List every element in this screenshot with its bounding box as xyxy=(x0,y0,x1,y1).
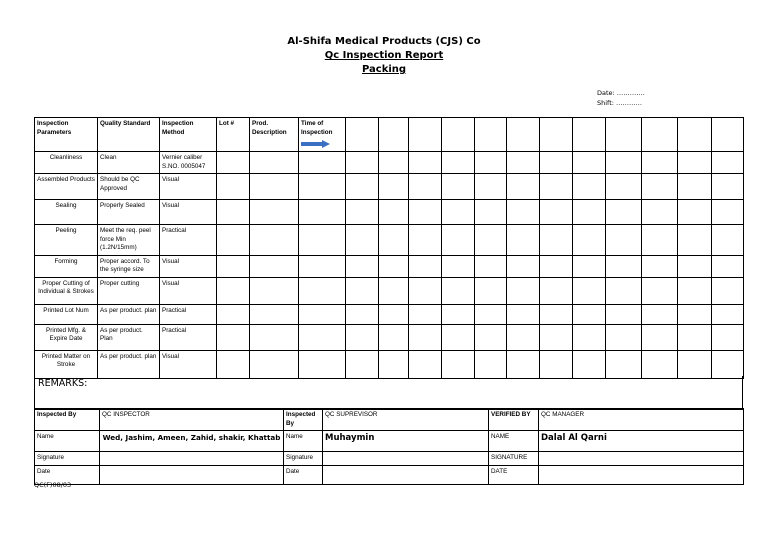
table-row xyxy=(35,174,744,200)
signature-field[interactable] xyxy=(539,452,744,466)
entry-cell[interactable] xyxy=(299,324,346,350)
date-label: Date xyxy=(284,465,323,484)
verified-by-label: VERIFIED BY xyxy=(489,409,539,431)
entry-cell[interactable] xyxy=(299,152,346,174)
shift-field[interactable]: Shift: ………… xyxy=(597,99,643,107)
table-header-row xyxy=(35,118,744,152)
inspector-names: Wed, Jashim, Ameen, Zahid, shakir, Khattab xyxy=(102,433,281,442)
company-name: Al-Shifa Medical Products (CJS) Co xyxy=(287,36,481,47)
inspector-names-field[interactable] xyxy=(100,431,284,452)
manager-name-field[interactable] xyxy=(539,431,744,452)
standard-cell: As per product. plan xyxy=(98,304,160,324)
entry-cell[interactable] xyxy=(217,304,250,324)
name-label: Name xyxy=(284,431,323,452)
col-header: Inspection Parameters xyxy=(35,118,98,152)
entry-cell[interactable] xyxy=(299,174,346,200)
name-label: NAME xyxy=(489,431,539,452)
entry-cell[interactable] xyxy=(250,350,299,378)
entry-cell[interactable] xyxy=(217,324,250,350)
param-cell: Printed Matter on Stroke xyxy=(35,350,98,378)
param-cell: Peeling xyxy=(35,225,98,256)
entry-cell[interactable] xyxy=(250,255,299,277)
signoff-role-row xyxy=(35,409,744,431)
table-row xyxy=(35,200,744,225)
method-cell: Visual xyxy=(160,200,217,225)
name-label: Name xyxy=(35,431,100,452)
qc-supervisor-role: QC SUPREVISOR xyxy=(323,409,489,431)
entry-cell[interactable] xyxy=(250,324,299,350)
standard-cell: Clean xyxy=(98,152,160,174)
param-cell: Proper Cutting of Individual & Strokes xyxy=(35,277,98,304)
report-title: Qc Inspection Report xyxy=(324,50,444,61)
method-cell: Practical xyxy=(160,324,217,350)
signoff-name-row xyxy=(35,431,744,452)
table-row xyxy=(35,304,744,324)
entry-cell[interactable] xyxy=(299,225,346,256)
entry-cell[interactable] xyxy=(250,277,299,304)
inspected-by-label: Inspected By xyxy=(35,409,100,431)
entry-cell[interactable] xyxy=(217,255,250,277)
date-field[interactable] xyxy=(323,465,489,484)
method-cell: Visual xyxy=(160,255,217,277)
standard-cell: Proper accord. To the syringe size xyxy=(98,255,160,277)
entry-cell[interactable] xyxy=(299,255,346,277)
section-title: Packing xyxy=(361,64,407,75)
supervisor-name: Muhaymin xyxy=(325,433,375,443)
method-cell: Practical xyxy=(160,225,217,256)
method-cell: Practical xyxy=(160,304,217,324)
entry-cell[interactable] xyxy=(217,200,250,225)
method-cell: Visual xyxy=(160,277,217,304)
param-cell: Printed Lot Num xyxy=(35,304,98,324)
param-cell: Printed Mfg. & Expire Date xyxy=(35,324,98,350)
table-row xyxy=(35,324,744,350)
table-row xyxy=(35,255,744,277)
date-label: DATE xyxy=(489,465,539,484)
table-row xyxy=(35,277,744,304)
signature-label: Signature xyxy=(35,452,100,466)
method-cell: Visual xyxy=(160,174,217,200)
entry-cell[interactable] xyxy=(299,350,346,378)
date-field[interactable] xyxy=(539,465,744,484)
entry-cell[interactable] xyxy=(250,200,299,225)
entry-cell[interactable] xyxy=(299,277,346,304)
col-header: Time of Inspection xyxy=(301,120,333,136)
form-code: QC(F)08/03 xyxy=(34,481,72,489)
signoff-signature-row xyxy=(35,452,744,466)
table-row xyxy=(35,350,744,378)
date-label: Date xyxy=(35,465,100,484)
col-header-time xyxy=(299,118,346,152)
qc-manager-role: QC MANAGER xyxy=(539,409,744,431)
entry-cell[interactable] xyxy=(250,304,299,324)
standard-cell: Meet the req. peel force Min (1.2N/15mm) xyxy=(98,225,160,256)
signoff-date-row xyxy=(35,465,744,484)
method-cell: Visual xyxy=(160,350,217,378)
col-header: Inspection Method xyxy=(160,118,217,152)
remarks-label: REMARKS: xyxy=(38,378,88,389)
date-field[interactable] xyxy=(100,465,284,484)
entry-cell[interactable] xyxy=(299,200,346,225)
standard-cell: As per product. Plan xyxy=(98,324,160,350)
inspection-table xyxy=(34,117,744,379)
param-cell: Assembled Products xyxy=(35,174,98,200)
param-cell: Sealing xyxy=(35,200,98,225)
table-row xyxy=(35,225,744,256)
entry-cell[interactable] xyxy=(250,174,299,200)
signature-label: SIGNATURE xyxy=(489,452,539,466)
signature-label: Signature xyxy=(284,452,323,466)
entry-cell[interactable] xyxy=(217,174,250,200)
standard-cell: As per product. plan xyxy=(98,350,160,378)
remarks-box[interactable] xyxy=(34,376,743,410)
col-header: Quality Standard xyxy=(98,118,160,152)
standard-cell: Properly Sealed xyxy=(98,200,160,225)
entry-cell[interactable] xyxy=(217,152,250,174)
method-cell: Vernier caliber S.NO. 0005047 xyxy=(160,152,217,174)
qc-inspector-role: QC INSPECTOR xyxy=(100,409,284,431)
signature-field[interactable] xyxy=(100,452,284,466)
date-field[interactable]: Date: …………. xyxy=(597,89,645,97)
entry-cell[interactable] xyxy=(250,225,299,256)
param-cell: Cleanliness xyxy=(35,152,98,174)
col-header: Lot # xyxy=(217,118,250,152)
supervisor-name-field[interactable] xyxy=(323,431,489,452)
entry-cell[interactable] xyxy=(299,304,346,324)
table-row xyxy=(35,152,744,174)
entry-cell[interactable] xyxy=(217,225,250,256)
col-header: Prod. Description xyxy=(250,118,299,152)
standard-cell: Should be QC Approved xyxy=(98,174,160,200)
manager-name: Dalal Al Qarni xyxy=(541,433,607,443)
entry-cell[interactable] xyxy=(217,277,250,304)
standard-cell: Proper cutting xyxy=(98,277,160,304)
entry-cell[interactable] xyxy=(250,152,299,174)
right-arrow-icon xyxy=(301,140,331,148)
signoff-table xyxy=(34,408,744,485)
signature-field[interactable] xyxy=(323,452,489,466)
inspected-by-label: Inspected By xyxy=(284,409,323,431)
entry-cell[interactable] xyxy=(217,350,250,378)
param-cell: Forming xyxy=(35,255,98,277)
